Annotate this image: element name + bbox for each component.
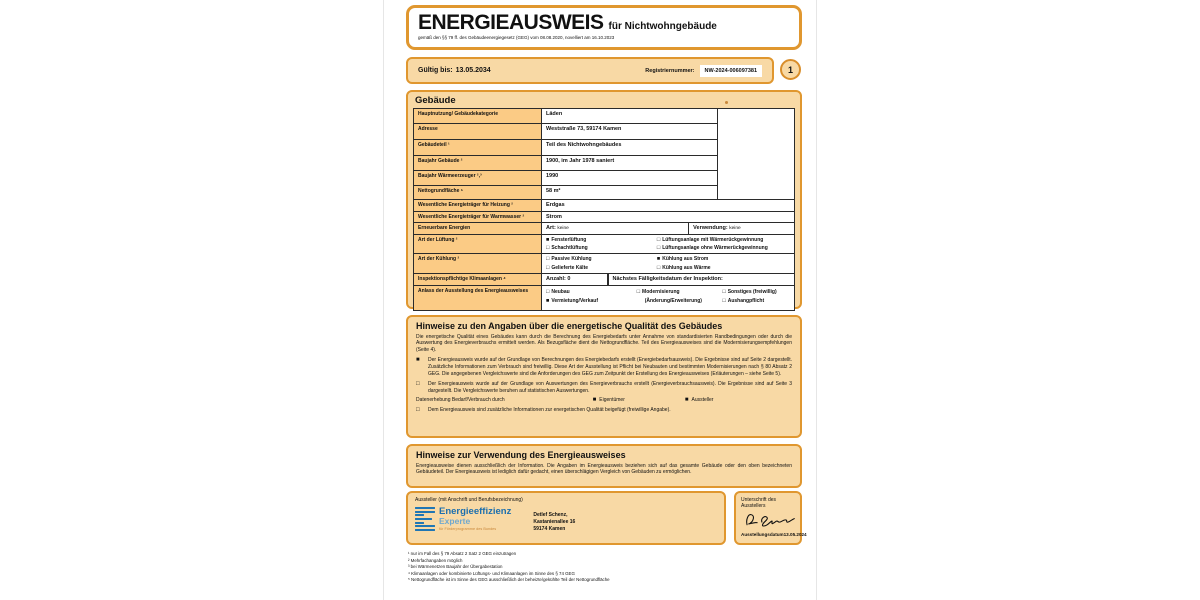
checkbox-label: Schachtlüftung [551, 245, 588, 252]
data-survey-label: Datenerhebung Bedarf/Verbrauch durch [416, 397, 505, 404]
row-value: Läden [542, 109, 717, 123]
quality-note-item [416, 407, 792, 414]
checkbox-option [722, 298, 790, 304]
renewable-art-label: Art: [546, 225, 556, 232]
issuer-city: 59174 Kamen [533, 525, 566, 532]
document-title: ENERGIEAUSWEIS [418, 11, 604, 34]
row-label: Anlass der Ausstellung des Energieausweises [414, 286, 542, 310]
table-row [414, 109, 717, 124]
row-value: 58 m² [542, 186, 717, 199]
usage-notes-title: Hinweise zur Verwendung des Energieausweises [416, 450, 626, 460]
row-label: Gebäudeteil ¹ [414, 140, 542, 155]
quality-note-item [416, 357, 792, 378]
checkbox-label: Sonstiges (freiwillig) [727, 288, 777, 295]
row-label: Baujahr Wärmeerzeuger ²,³ [414, 171, 542, 185]
issuer-label: Aussteller (mit Anschrift und Berufsbezeichnung) [415, 497, 523, 503]
signature-label: Unterschrift des Ausstellers [741, 497, 777, 509]
checkbox-label: Aussteller [691, 397, 714, 404]
checkbox-icon: ■ [546, 297, 550, 304]
checkbox-icon: □ [656, 236, 661, 243]
checkbox-option [657, 245, 790, 251]
checkbox-label: Lüftungsanlage mit Wärmerückgewinnung [662, 236, 764, 243]
checkbox-option [546, 256, 649, 262]
checkbox-option [546, 298, 629, 304]
registry-number-value: NW-2024-006097381 [700, 65, 762, 77]
logo-line1: Energieeffizienz [439, 506, 512, 517]
building-section [406, 90, 802, 309]
table-row [414, 212, 794, 224]
checkbox-option [657, 237, 790, 243]
row-value: Erdgas [542, 200, 794, 211]
checkbox-label: Eigentümer [599, 397, 625, 404]
row-value: Weststraße 73, 59174 Kamen [542, 124, 717, 139]
checkbox-label: Aushangpflicht [727, 297, 765, 304]
table-row [414, 156, 717, 171]
valid-until-label: Gültig bis: [418, 67, 453, 74]
footnote: ² Mehrfachangaben möglich [408, 557, 463, 563]
table-row-ventilation [414, 235, 794, 255]
table-row-cooling [414, 254, 794, 274]
quality-notes-title: Hinweise zu den Angaben über die energetische Qualität des Gebäudes [416, 321, 723, 331]
checkbox-icon: ■ [546, 236, 550, 243]
checkbox-icon: □ [546, 256, 550, 263]
checkbox-icon: □ [546, 264, 550, 271]
checkbox-label: Kühlung aus Strom [662, 256, 709, 263]
row-label: Adresse [414, 124, 542, 139]
photo-marker-dot [725, 101, 728, 104]
checkbox-icon: □ [656, 245, 661, 252]
energy-certificate-page [383, 0, 817, 600]
table-row [414, 171, 717, 186]
checkbox-label: Gelieferte Kälte [551, 264, 589, 271]
checkbox-option [657, 256, 790, 262]
row-label: Nettogrundfläche ⁵ [414, 186, 542, 199]
quality-note-item [416, 381, 792, 395]
signature-scribble [743, 511, 797, 529]
quality-notes-intro: Die energetische Qualität eines Gebäudes kann durch die Berechnung des Energiebedarfs unter Annahme von standardisierten Randbedingungen oder durch die Auswertung des Energieverbrauchs ermittelt werden. Als Bezugsfläche dient die Nettogrundfläche. Teil des Energieausweises sind die Modernisierungsempfehlungen (Seite 4). [416, 333, 792, 354]
checkbox-option [722, 289, 790, 295]
valid-until-value: 13.05.2034 [455, 67, 491, 74]
building-photo-placeholder [717, 109, 794, 199]
checkbox-option [546, 265, 649, 271]
footnote: ⁴ Klimaanlagen oder kombinierte Lüftungs- und Klimaanlagen im Sinne des § 74 GEG [408, 570, 575, 576]
row-label: Baujahr Gebäude ² [414, 156, 542, 170]
issuer-street: Kastanienallee 16 [533, 518, 576, 525]
header-box [406, 5, 802, 50]
row-value: Strom [542, 212, 794, 223]
row-label: Wesentliche Energieträger für Heizung ² [414, 200, 542, 211]
checkbox-icon: □ [546, 288, 550, 295]
row-label: Wesentliche Energieträger für Warmwasser ² [414, 212, 542, 223]
usage-notes-section [406, 444, 802, 488]
logo-line2: Experte [439, 515, 471, 526]
checkbox-icon: □ [416, 380, 420, 387]
document-title-suffix: für Nichtwohngebäude [608, 21, 717, 32]
data-survey-line [416, 397, 792, 404]
renewable-art-value: keine [557, 226, 569, 232]
renewable-use-label: Verwendung: [693, 225, 728, 232]
checkbox-icon: □ [636, 288, 641, 295]
validity-bar [406, 57, 774, 84]
checkbox-label: Vermietung/Verkauf [551, 297, 599, 304]
energy-expert-logo [415, 507, 511, 531]
checkbox-label: Modernisierung [642, 288, 680, 295]
table-row [414, 140, 717, 156]
checkbox-option [546, 245, 649, 251]
checkbox-option [637, 289, 715, 295]
checkbox-icon: □ [722, 297, 726, 304]
table-row [414, 186, 717, 199]
checkbox-option [546, 237, 649, 243]
table-row-renewable [414, 223, 794, 235]
footnote: ⁵ Nettogrundfläche ist im Sinne des GEG ausschließlich der beheizte/gekühlte Teil der Nettogrundfläche [408, 577, 610, 583]
footnote: ¹ nur im Fall des § 79 Absatz 2 Satz 2 GEG einzutragen [408, 551, 517, 556]
quality-notes-section [406, 315, 802, 438]
building-table [413, 108, 795, 311]
table-row [414, 199, 794, 212]
usage-notes-body: Energieausweise dienen ausschließlich der Information. Die Angaben im Energieausweis beziehen sich auf das gesamte Gebäude oder den oben bezeichneten Gebäudeteil. Der Energieausweis ist lediglich dafür gedacht, einen überschlägigen Vergleich von Gebäuden zu ermöglichen. [416, 462, 792, 476]
quality-note-text: Der Energieausweis wurde auf der Grundlage von Berechnungen des Energiebedarfs erstellt (Energiebedarfsausweis). Die Ergebnisse sind auf Seite 2 dargestellt. Zusätzliche Informationen zum Verbrauch sind freiwillig. Diese Art der Ausstellung ist Pflicht bei Neubauten und bestimmten Modernisierungen nach § 80 Absatz 2 GEG. Die angegebenen Vergleichswerte sind die Anforderungen des GEG zum Zeitpunkt der Erstellung des Energieausweises (Erläuterungen – siehe Seite 5). [428, 357, 792, 377]
checkbox-icon: □ [656, 264, 661, 271]
row-label: Erneuerbare Energien [414, 223, 542, 234]
logo-tagline: für Förderprogramme des Bundes [439, 526, 497, 531]
checkbox-label: Lüftungsanlage ohne Wärmerückgewinnung [662, 245, 768, 252]
row-label: Hauptnutzung/ Gebäudekategorie [414, 109, 542, 123]
checkbox-label: Kühlung aus Wärme [662, 264, 711, 271]
row-value: 1990 [542, 171, 717, 185]
footnote: ³ bei Wärmenetzen Baujahr der Übergabestation [408, 564, 503, 570]
issuer-name: Detlef Schenz, [533, 512, 568, 518]
row-value: 1900, im Jahr 1978 saniert [542, 156, 717, 170]
renewable-use-value: keine [729, 226, 741, 232]
checkbox-sub-label: (Änderung/Erweiterung) [644, 297, 702, 304]
checkbox-icon: □ [722, 288, 726, 295]
issue-date-label: Ausstellungsdatum [741, 532, 784, 537]
row-label: Art der Kühlung ² [414, 254, 542, 273]
table-row-hvac-inspection [414, 274, 794, 286]
quality-note-text: Dem Energieausweis sind zusätzliche Informationen zur energetischen Qualität beigefügt (freiwillige Angabe). [428, 406, 671, 413]
checkbox-icon: ■ [416, 357, 420, 364]
checkbox-icon: ■ [684, 397, 689, 404]
document-subtitle: gemäß den §§ 79 ff. des Gebäudeenergiegesetz (GEG) vom 08.08.2020, novelliert am 16.10.2023 [418, 35, 615, 41]
checkbox-option [685, 397, 714, 404]
row-label: Inspektionspflichtige Klimaanlagen ⁴ [414, 274, 542, 285]
checkbox-icon: □ [416, 406, 420, 413]
row-label: Art der Lüftung ² [414, 235, 542, 254]
issuer-section [406, 491, 726, 545]
checkbox-label: Neubau [551, 288, 570, 295]
footnotes [408, 551, 708, 584]
table-row-issue-reason [414, 286, 794, 310]
building-section-title: Gebäude [415, 95, 456, 106]
table-row [414, 124, 717, 140]
page-number-badge: 1 [780, 59, 801, 80]
checkbox-label: Passive Kühlung [551, 256, 592, 263]
row-value: Teil des Nichtwohngebäudes [542, 140, 717, 155]
checkbox-option [657, 265, 790, 271]
hvac-due-label: Nächstes Fälligkeitsdatum der Inspektion: [608, 274, 794, 285]
signature-section [734, 491, 807, 545]
logo-e-icon [415, 507, 435, 531]
registry-number-label: Registriernummer: [645, 67, 695, 74]
checkbox-icon: □ [546, 245, 550, 252]
issue-date-value: 13.05.2024 [783, 532, 807, 537]
quality-note-text: Der Energieausweis wurde auf der Grundlage von Auswertungen des Energieverbrauchs erstellt (Energieverbrauchsausweis). Die Ergebnisse sind auf Seite 3 dargestellt. Die Vergleichswerte beruhen auf statistischen Auswertungen. [428, 380, 792, 394]
checkbox-icon: ■ [592, 397, 597, 404]
checkbox-option [546, 289, 629, 295]
checkbox-icon: ■ [656, 256, 661, 263]
checkbox-option [593, 397, 625, 404]
checkbox-label: Fensterlüftung [551, 236, 587, 243]
hvac-count: Anzahl: 0 [542, 274, 608, 285]
